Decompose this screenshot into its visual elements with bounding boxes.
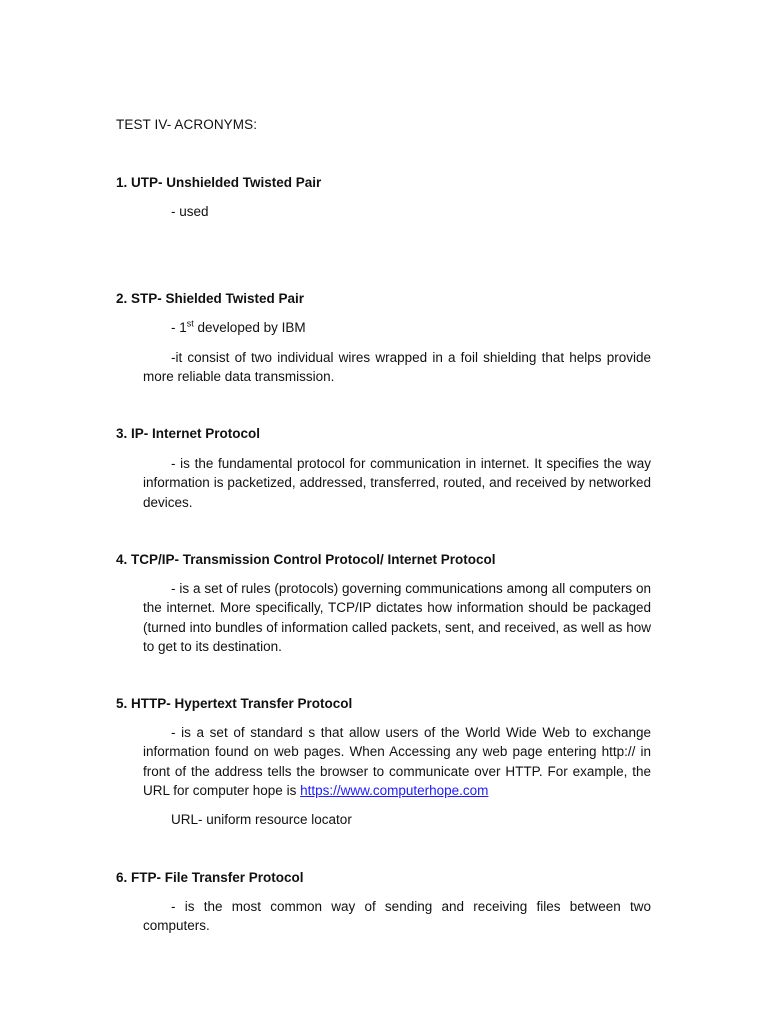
item-6-heading: 6. FTP- File Transfer Protocol: [116, 870, 304, 885]
item-4-paragraph: [143, 579, 651, 656]
item-2-note-suffix: developed by IBM: [193, 320, 306, 335]
item-3-paragraph-text: - is the fundamental protocol for communication in internet. It specifies the way information is packetized, addressed, transferred, routed, and received by networked devices.: [143, 456, 651, 510]
item-1-heading: 1. UTP- Unshielded Twisted Pair: [116, 175, 322, 190]
item-5-note: URL- uniform resource locator: [171, 812, 352, 827]
item-3-heading: 3. IP- Internet Protocol: [116, 426, 261, 441]
item-5-paragraph-text: - is a set of standard s that allow users of the World Wide Web to exchange information found on web pages. When Accessing any web page entering http:// in front of the address tells the browser to communicate over HTTP. For example, the URL for computer hope is: [143, 725, 651, 798]
item-2-note-prefix: - 1: [171, 320, 187, 335]
item-5-heading: 5. HTTP- Hypertext Transfer Protocol: [116, 696, 353, 711]
item-2-note: [171, 320, 306, 335]
item-5-paragraph: [143, 723, 651, 800]
document-title: TEST IV- ACRONYMS:: [116, 117, 258, 132]
item-2-note-superscript: st: [186, 318, 194, 329]
item-4-paragraph-text: - is a set of rules (protocols) governing communications among all computers on the internet. More specifically, TCP/IP dictates how information should be packaged (turned into bundles of information called packets, sent, and received, as well as how to get to its destination.: [143, 581, 651, 654]
item-4-heading: 4. TCP/IP- Transmission Control Protocol/ Internet Protocol: [116, 552, 496, 567]
item-2-paragraph-text: -it consist of two individual wires wrapped in a foil shielding that helps provide more reliable data transmission.: [143, 350, 651, 385]
item-3-paragraph: [143, 454, 651, 512]
computerhope-link[interactable]: https://www.computerhope.com: [300, 782, 489, 798]
item-6-paragraph: [143, 897, 651, 936]
item-2-heading: 2. STP- Shielded Twisted Pair: [116, 291, 305, 306]
item-6-paragraph-text: - is the most common way of sending and receiving files between two computers.: [143, 899, 651, 934]
item-2-paragraph: [143, 348, 651, 387]
item-1-note: - used: [171, 204, 209, 219]
